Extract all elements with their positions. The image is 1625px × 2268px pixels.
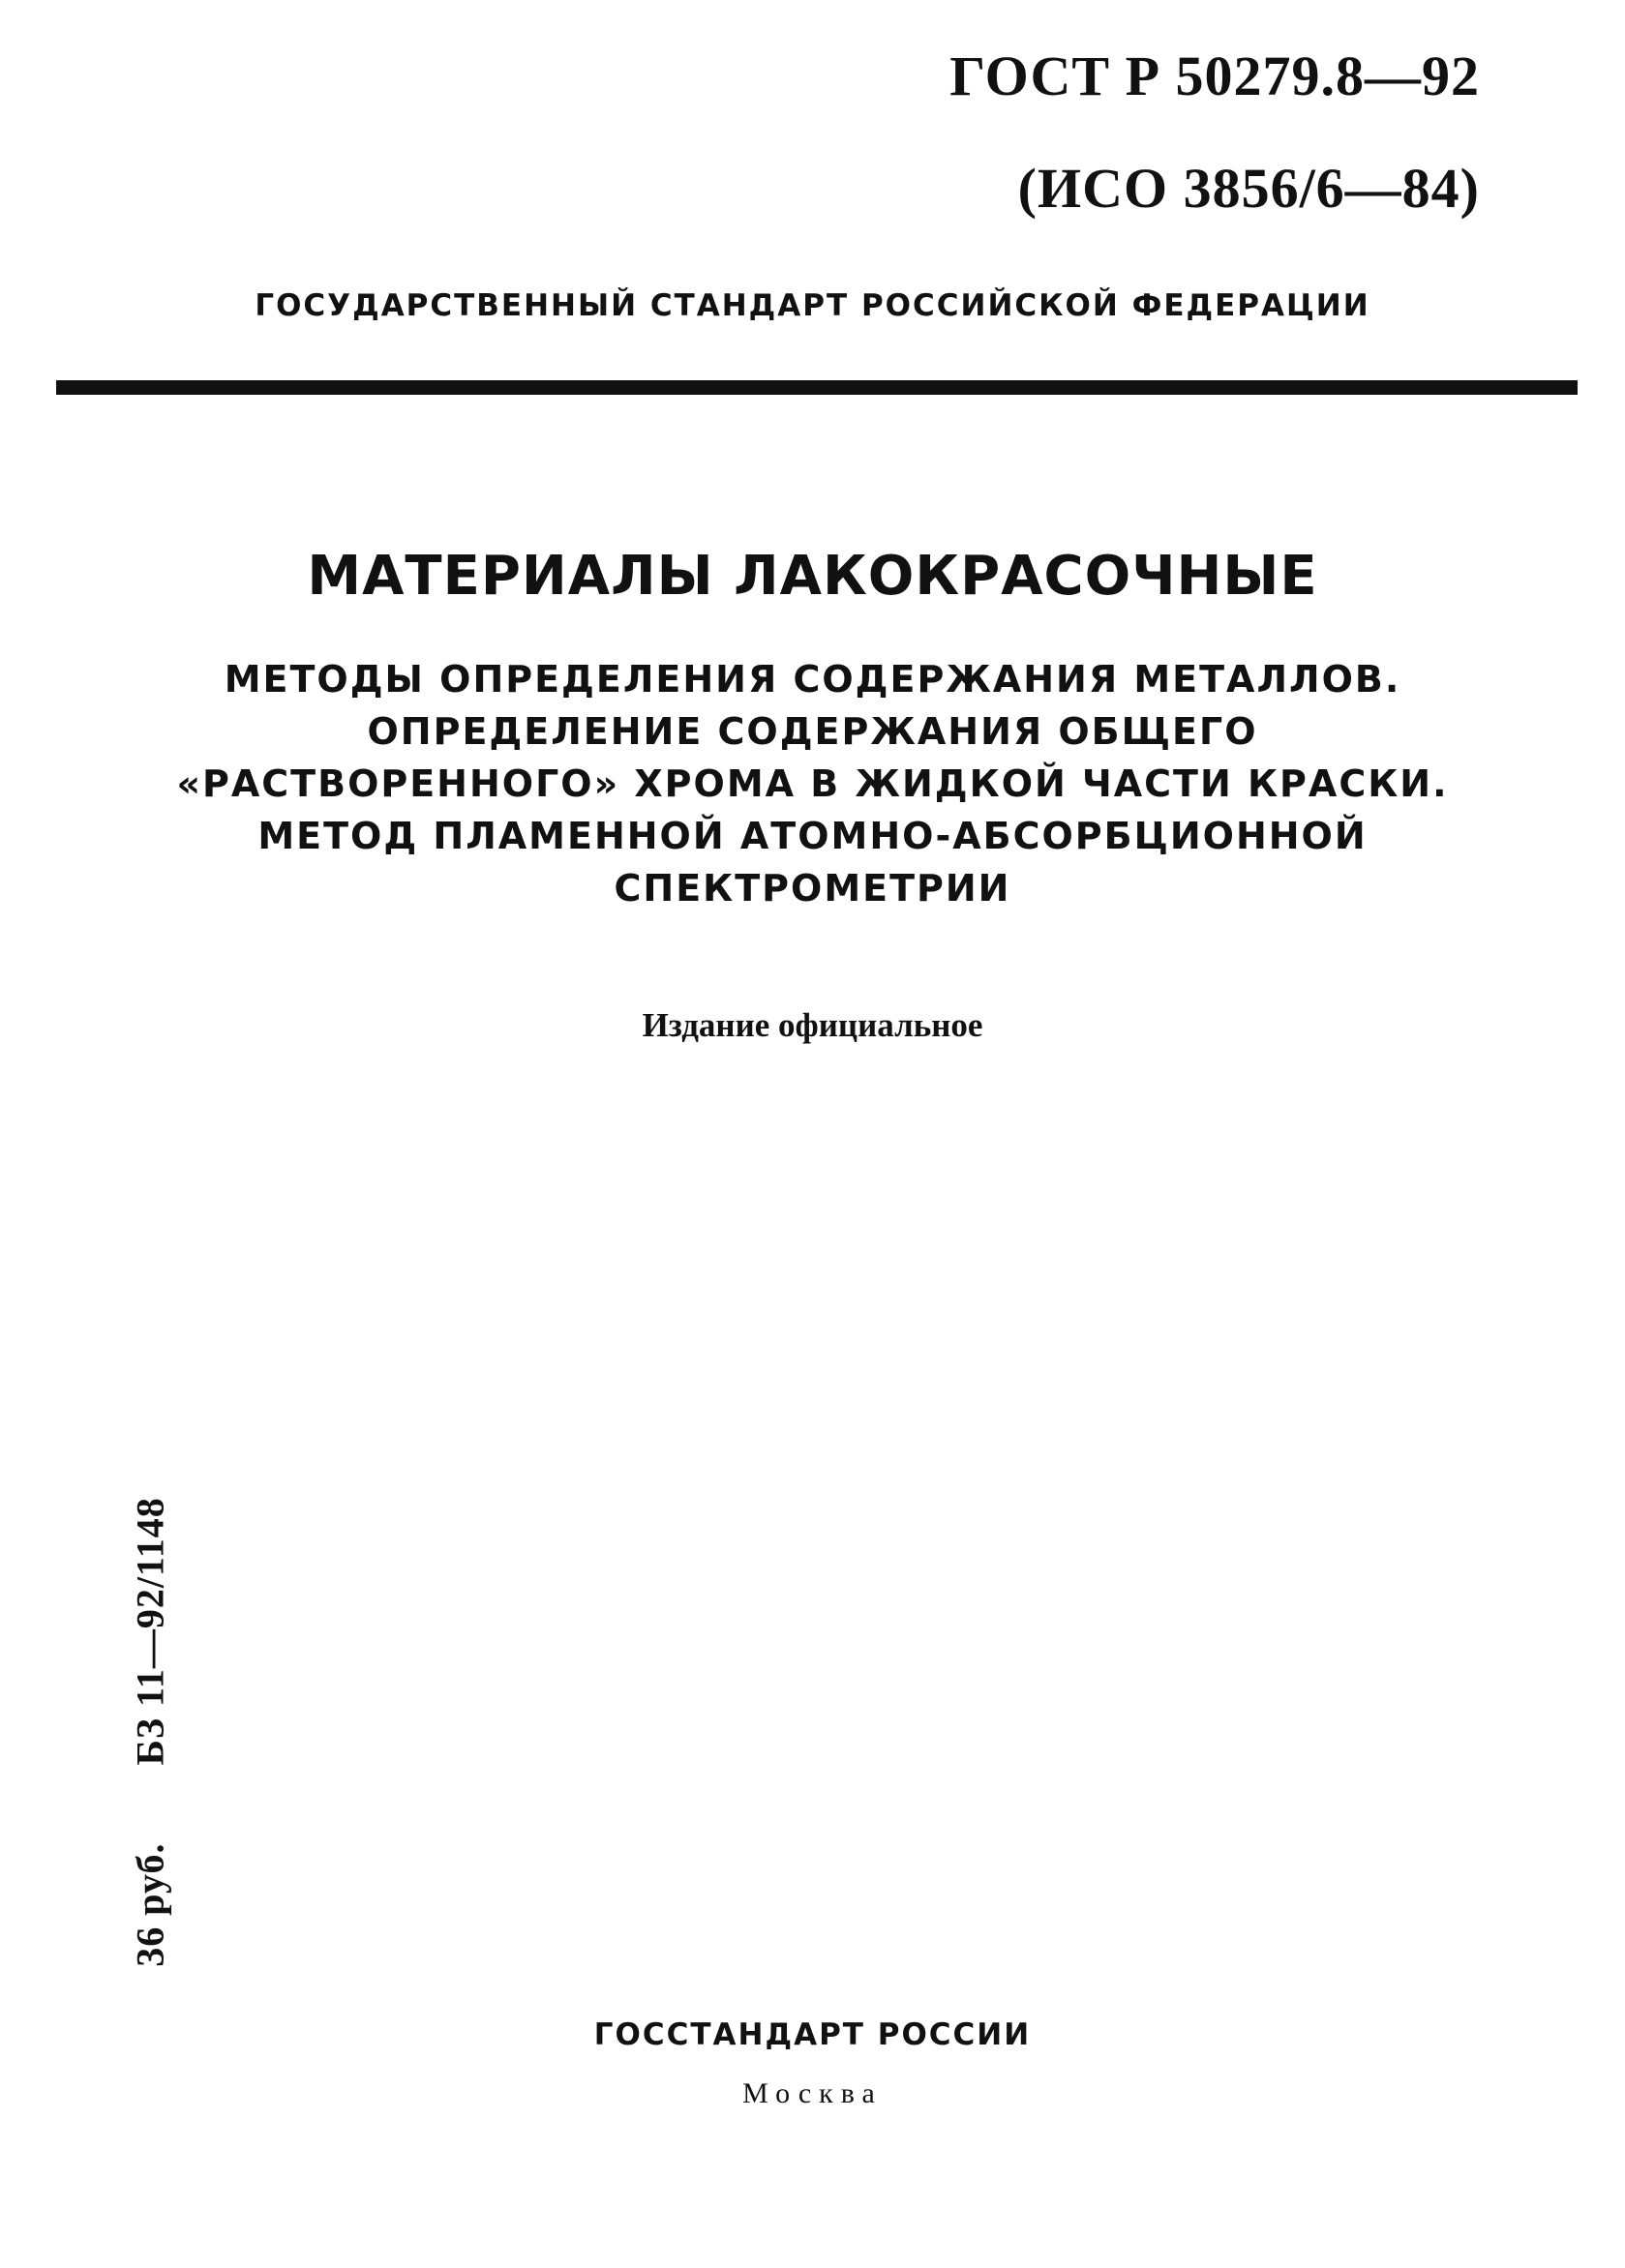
subtitle (0, 653, 1625, 914)
subtitle-line: СПЕКТРОМЕТРИИ (614, 867, 1011, 910)
document-codes (949, 45, 1480, 220)
subtitle-line: ОПРЕДЕЛЕНИЕ СОДЕРЖАНИЯ ОБЩЕГО (367, 710, 1258, 753)
subtitle-line: «РАСТВОРЕННОГО» ХРОМА В ЖИДКОЙ ЧАСТИ КРАСКИ. (176, 762, 1449, 805)
gost-code: ГОСТ Р 50279.8—92 (949, 45, 1480, 107)
publisher-city: Москва (742, 2077, 883, 2109)
edition-label: Издание официальное (642, 1006, 983, 1044)
publisher-name: ГОССТАНДАРТ РОССИИ (593, 2017, 1032, 2052)
subtitle-line: МЕТОД ПЛАМЕННОЙ АТОМНО-АБСОРБЦИОННОЙ (257, 815, 1368, 857)
register-number: БЗ 11—92/1148 (128, 1497, 172, 1766)
price-label: 36 руб. (128, 1842, 172, 1967)
standard-type-heading: ГОСУДАРСТВЕННЫЙ СТАНДАРТ РОССИЙСКОЙ ФЕДЕРАЦИИ (255, 288, 1370, 323)
subtitle-line: МЕТОДЫ ОПРЕДЕЛЕНИЯ СОДЕРЖАНИЯ МЕТАЛЛОВ. (224, 658, 1401, 701)
side-stamp (128, 1497, 173, 1966)
page-title: МАТЕРИАЛЫ ЛАКОКРАСОЧНЫЕ (307, 545, 1318, 608)
iso-code: (ИСО 3856/6—84) (1017, 157, 1480, 220)
header-divider (56, 380, 1578, 395)
